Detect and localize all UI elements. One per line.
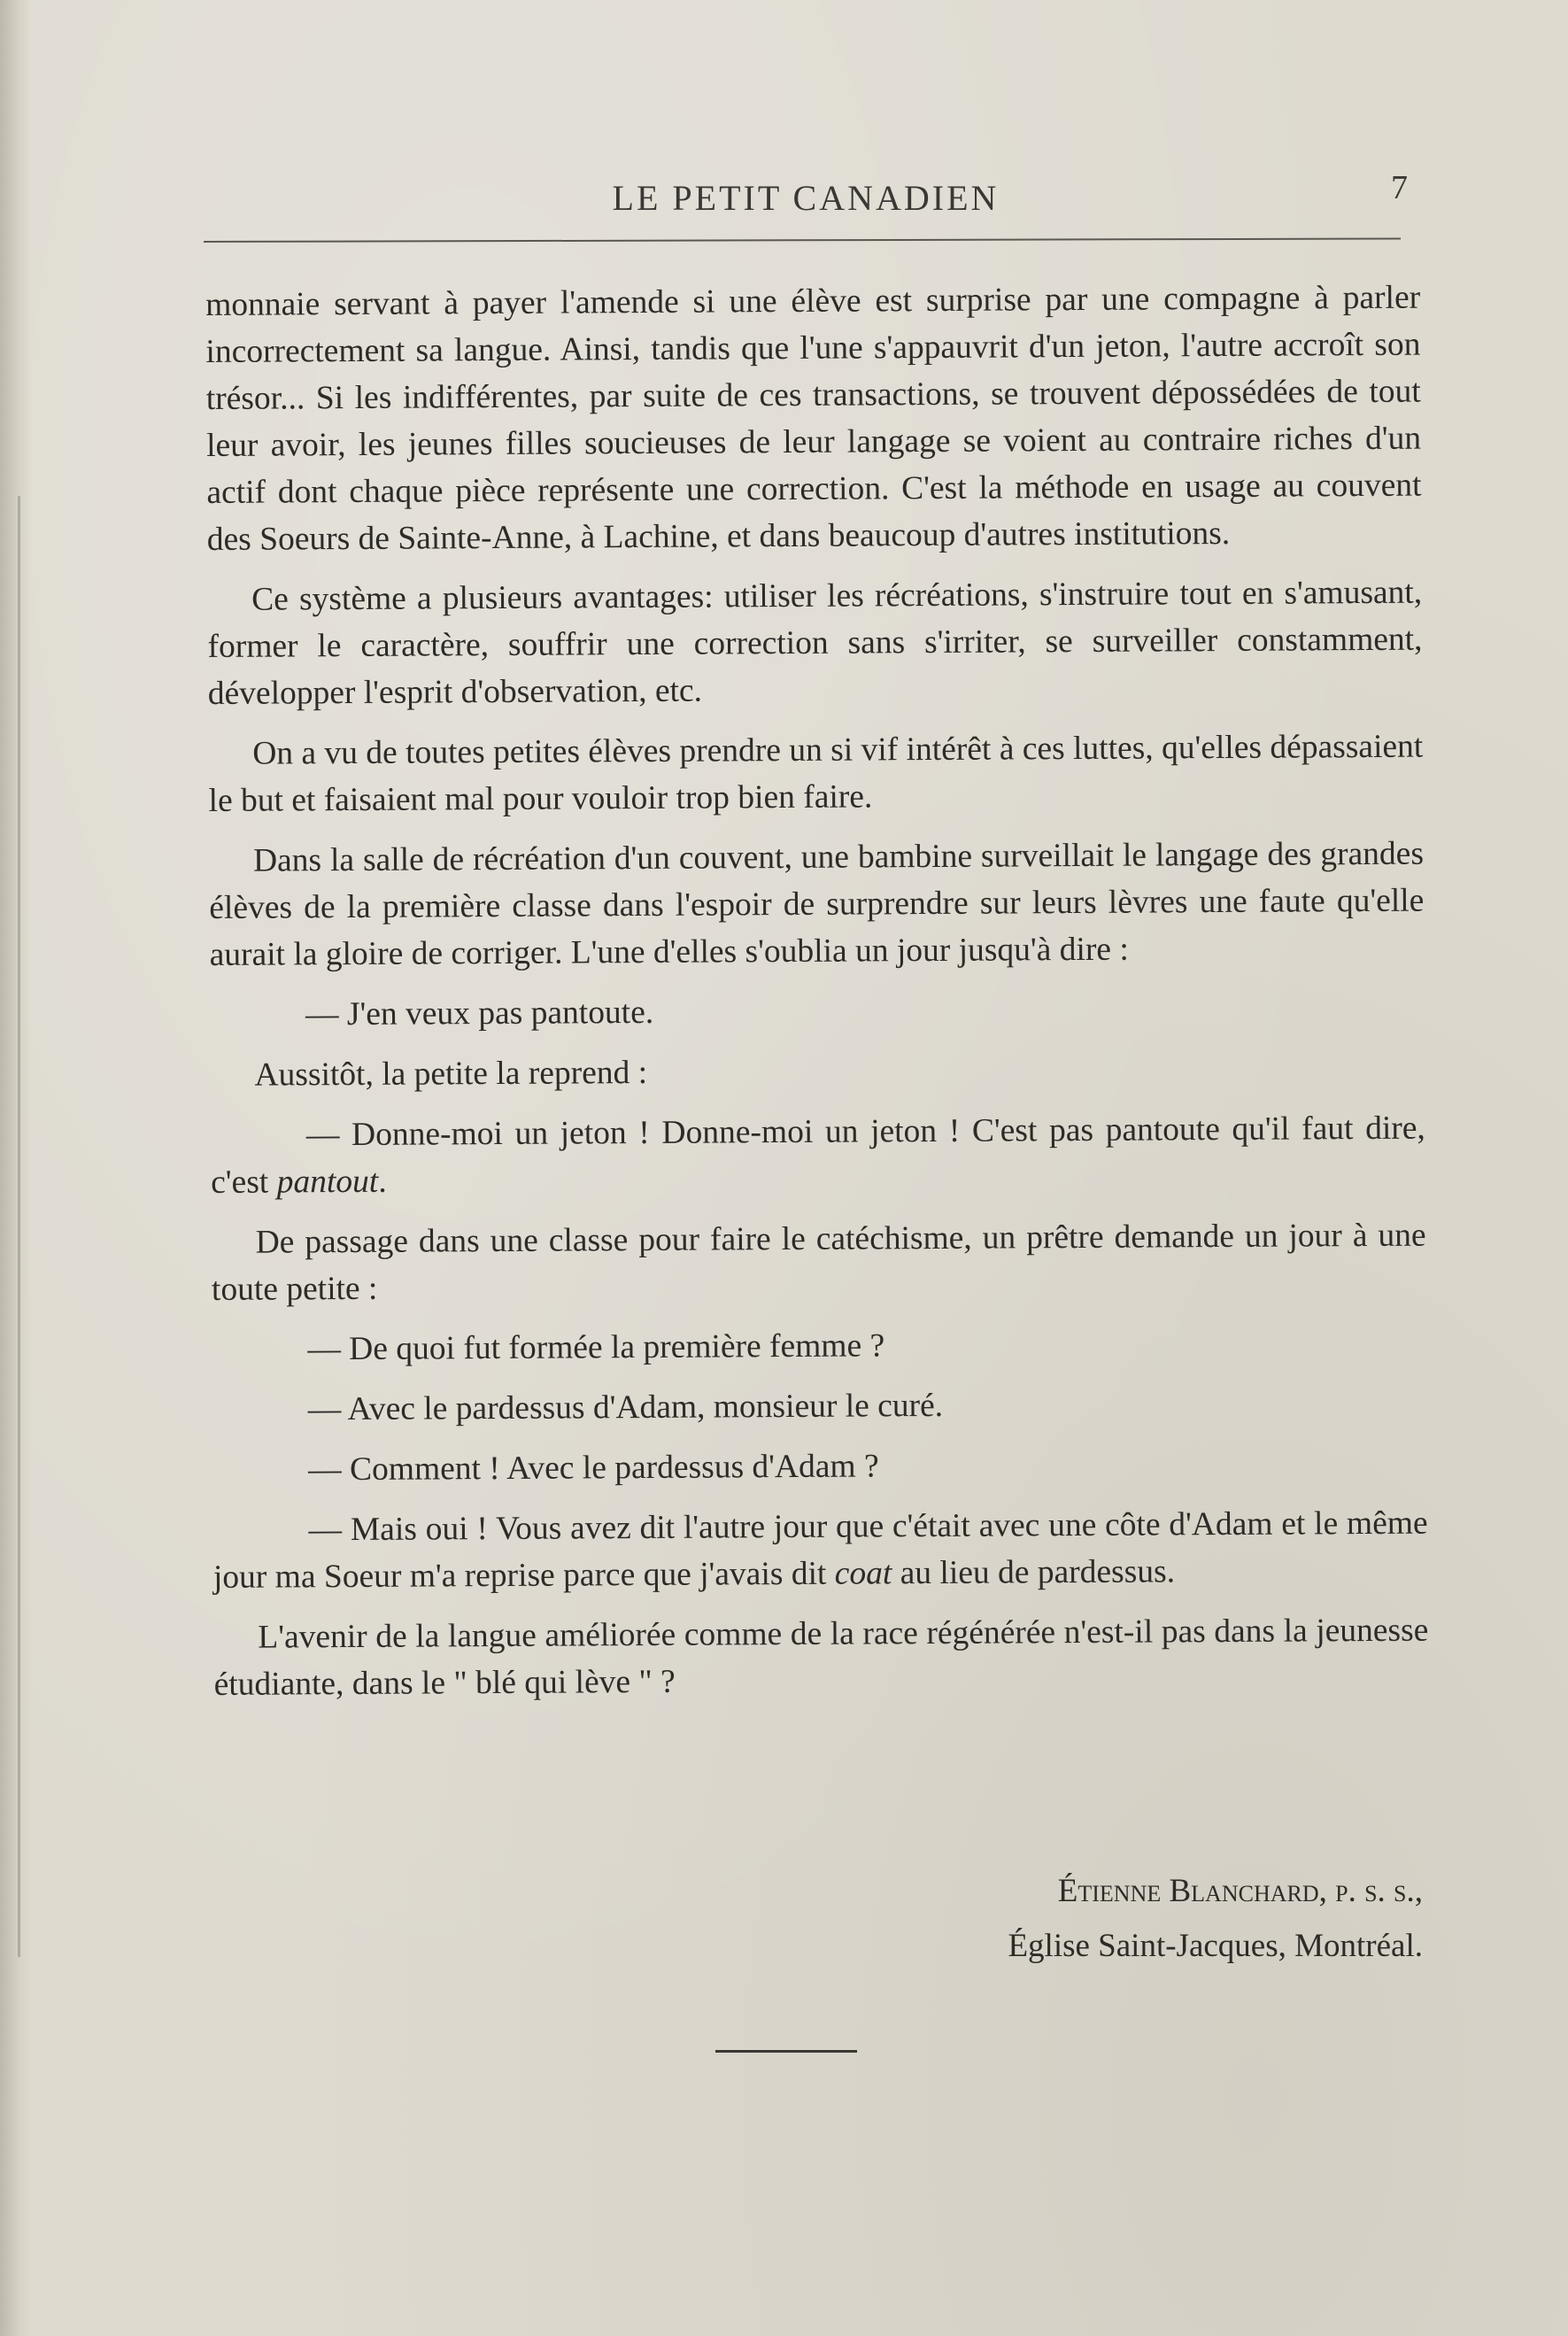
dialogue-text: — Mais oui ! Vous avez dit l'autre jour que c'était avec une côte d'Adam et le même jour ma Soeur m'a reprise parce que j'avais dit bbox=[212, 1504, 1428, 1596]
paragraph-recreation-room: Dans la salle de récréation d'un couvent, une bambine surveillait le langage des grandes élèves de la première classe dans l'espoir de surprendre sur leurs lèvres une faute qu'elle aurait la gloire de corriger. L'une d'elles s'oublia un jour jusqu'à dire : bbox=[209, 835, 1425, 973]
italic-word: coat bbox=[834, 1555, 892, 1592]
binding-edge bbox=[0, 0, 32, 2336]
author-place: Église Saint-Jacques, Montréal. bbox=[1008, 1928, 1423, 1964]
author-name: Étienne Blanchard, p. s. s., bbox=[1057, 1873, 1423, 1909]
page-number: 7 bbox=[1391, 169, 1408, 206]
paragraph-continued: monnaie servant à payer l'amende si une élève est surprise par une compagne à parler incorrectement sa langue. Ainsi, tandis que l'une s'appauvrit d'un jeton, l'autre accroît son trésor... Si les indifférentes, par suite de ces transactions, se trouvent dépossédées de tout leur avoir, les jeunes filles soucieuses de leur langage se voient au contraire riches d'un actif dont chaque pièce représente une correction. C'est la méthode en usage au couvent des Soeurs de Sainte-Anne, à Lachine, et dans beaucoup d'autres institutions. bbox=[205, 279, 1422, 558]
dialogue-line bbox=[212, 1500, 1428, 1601]
dialogue-text: . bbox=[378, 1163, 387, 1200]
running-title: LE PETIT CANADIEN bbox=[612, 178, 1000, 218]
dialogue-text: au lieu de pardessus. bbox=[892, 1553, 1176, 1592]
dialogue-line: — Avec le pardessus d'Adam, monsieur le curé. bbox=[307, 1387, 944, 1428]
paragraph-advantages: Ce système a plusieurs avantages: utiliser les récréations, s'instruire tout en s'amusant, former le caractère, souffrir une correction sans s'irriter, se surveiller constamment, développer l'esprit d'observation, etc. bbox=[207, 574, 1423, 712]
paragraph-conclusion: L'avenir de la langue améliorée comme de la race régénérée n'est-il pas dans la jeunesse étudiante, dans le " blé qui lève " ? bbox=[213, 1612, 1429, 1703]
signature-block bbox=[626, 1867, 1423, 1971]
binding-shadow-line bbox=[18, 496, 20, 1957]
article-body bbox=[205, 275, 1429, 1721]
end-rule bbox=[715, 2050, 857, 2053]
dialogue-text: — Donne-moi un jeton ! Donne-moi un jeton ! C'est pas pantoute qu'il faut dire, c'est bbox=[211, 1110, 1425, 1201]
dialogue-line: — De quoi fut formée la première femme ? bbox=[307, 1327, 885, 1368]
italic-word: pantout bbox=[276, 1163, 379, 1201]
paragraph-young-pupils: On a vu de toutes petites élèves prendre un si vif intérêt à ces luttes, qu'elles dépassaient le but et faisaient mal pour vouloir trop bien faire. bbox=[208, 728, 1424, 819]
paragraph-narration: Aussitôt, la petite la reprend : bbox=[254, 1054, 648, 1094]
running-head bbox=[204, 168, 1408, 239]
paragraph-catechism: De passage dans une classe pour faire le catéchisme, un prêtre demande un jour à une toute petite : bbox=[211, 1217, 1426, 1308]
dialogue-line bbox=[211, 1105, 1426, 1206]
dialogue-line: — J'en veux pas pantoute. bbox=[305, 994, 654, 1033]
dialogue-line: — Comment ! Avec le pardessus d'Adam ? bbox=[308, 1448, 879, 1489]
